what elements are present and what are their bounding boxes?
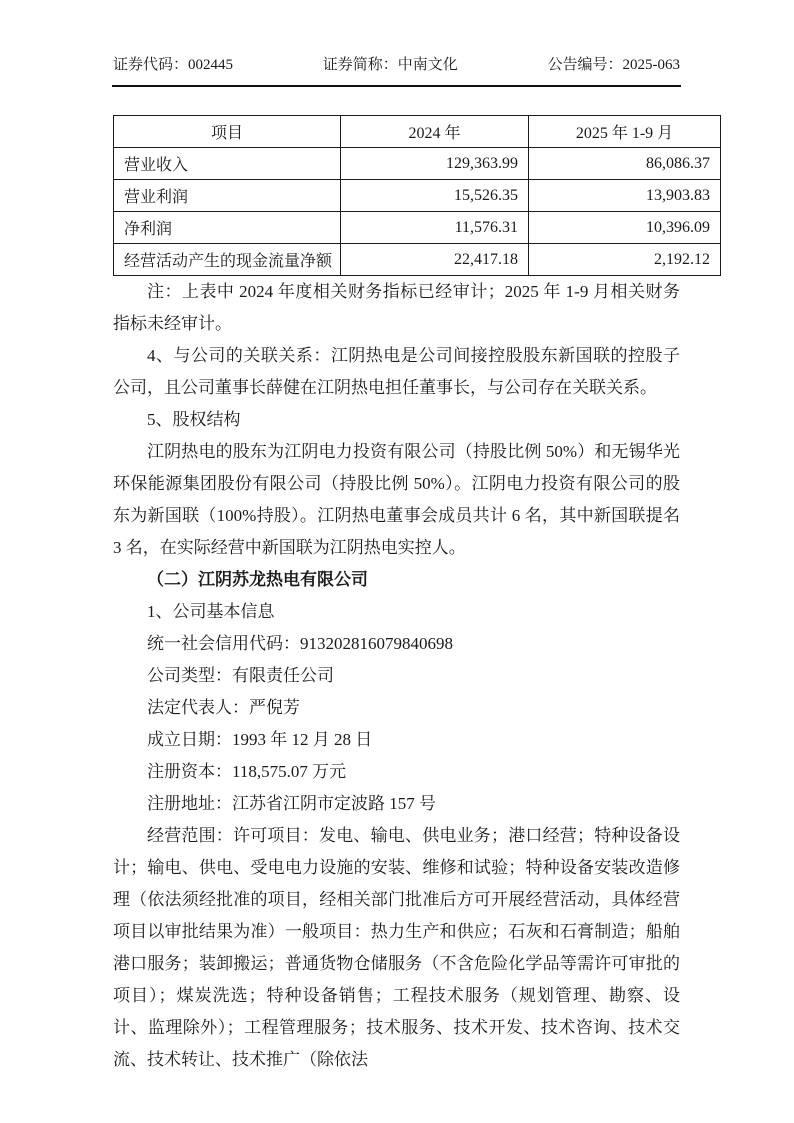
table-row bbox=[114, 148, 721, 180]
paragraph-related-relationship: 4、与公司的关联关系：江阴热电是公司间接控股股东新国联的控股子公司，且公司董事长薛健在江阴热电担任董事长，与公司存在关联关系。 bbox=[113, 346, 680, 397]
info-line-company-type: 公司类型：有限责任公司 bbox=[147, 666, 334, 685]
document-body bbox=[113, 115, 710, 1076]
column-header-2025: 2025 年 1-9 月 bbox=[529, 116, 721, 148]
net-profit-2025: 10,396.09 bbox=[529, 212, 721, 244]
paragraph-equity-structure: 江阴热电的股东为江阴电力投资有限公司（持股比例 50%）和无锡华光环保能源集团股份有限公司（持股比例 50%）。江阴电力投资有限公司的股东为新国联（100%持股）。江阴热电董事会成员共计 6 名，其中新国联提名 3 名，在实际经营中新国联为江阴热电实控人。 bbox=[113, 442, 680, 557]
table-header-row bbox=[114, 116, 721, 148]
heading-equity-structure: 5、股权结构 bbox=[147, 410, 241, 429]
section-title-jiangyin-sulong: （二）江阴苏龙热电有限公司 bbox=[147, 570, 368, 589]
operating-profit-2025: 13,903.83 bbox=[529, 180, 721, 212]
table-row bbox=[114, 180, 721, 212]
financial-indicators-table bbox=[113, 115, 721, 276]
info-line-registered-capital: 注册资本：118,575.07 万元 bbox=[147, 762, 347, 781]
net-profit-2024: 11,576.31 bbox=[341, 212, 529, 244]
stock-code: 证券代码：002445 bbox=[113, 57, 234, 73]
info-line-establishment-date: 成立日期：1993 年 12 月 28 日 bbox=[147, 730, 373, 749]
info-line-credit-code: 统一社会信用代码：913202816079840698 bbox=[147, 634, 453, 653]
cash-flow-2024: 22,417.18 bbox=[341, 244, 529, 276]
column-header-item: 项目 bbox=[114, 116, 341, 148]
row-label-operating-profit: 营业利润 bbox=[114, 180, 341, 212]
paragraph-business-scope: 经营范围：许可项目：发电、输电、供电业务；港口经营；特种设备设计；输电、供电、受电电力设施的安装、维修和试验；特种设备安装改造修理（依法须经批准的项目，经相关部门批准后方可开展经营活动，具体经营项目以审批结果为准）一般项目：热力生产和供应；石灰和石膏制造；船舶港口服务；装卸搬运；普通货物仓储服务（不含危险化学品等需许可审批的项目）；煤炭洗选；特种设备销售；工程技术服务（规划管理、勘察、设计、监理除外）；工程管理服务；技术服务、技术开发、技术咨询、技术交流、技术转让、技术推广（除依法 bbox=[113, 826, 680, 1069]
row-label-net-profit: 净利润 bbox=[114, 212, 341, 244]
cash-flow-2025: 2,192.12 bbox=[529, 244, 721, 276]
column-header-2024: 2024 年 bbox=[341, 116, 529, 148]
row-label-revenue: 营业收入 bbox=[114, 148, 341, 180]
operating-profit-2024: 15,526.35 bbox=[341, 180, 529, 212]
document-header bbox=[113, 54, 680, 76]
table-row bbox=[114, 244, 721, 276]
table-note: 注：上表中 2024 年度相关财务指标已经审计；2025 年 1-9 月相关财务指标未经审计。 bbox=[113, 282, 680, 333]
row-label-operating-cash-flow: 经营活动产生的现金流量净额 bbox=[114, 244, 341, 276]
revenue-2024: 129,363.99 bbox=[341, 148, 529, 180]
revenue-2025: 86,086.37 bbox=[529, 148, 721, 180]
header-divider bbox=[112, 85, 681, 87]
table-row bbox=[114, 212, 721, 244]
announcement-number: 公告编号：2025-063 bbox=[547, 57, 680, 73]
heading-company-basic-info: 1、公司基本信息 bbox=[147, 602, 275, 621]
info-line-legal-representative: 法定代表人：严倪芳 bbox=[147, 698, 300, 717]
stock-short-name: 证券简称：中南文化 bbox=[322, 57, 458, 73]
info-line-registered-address: 注册地址：江苏省江阴市定波路 157 号 bbox=[147, 794, 436, 813]
